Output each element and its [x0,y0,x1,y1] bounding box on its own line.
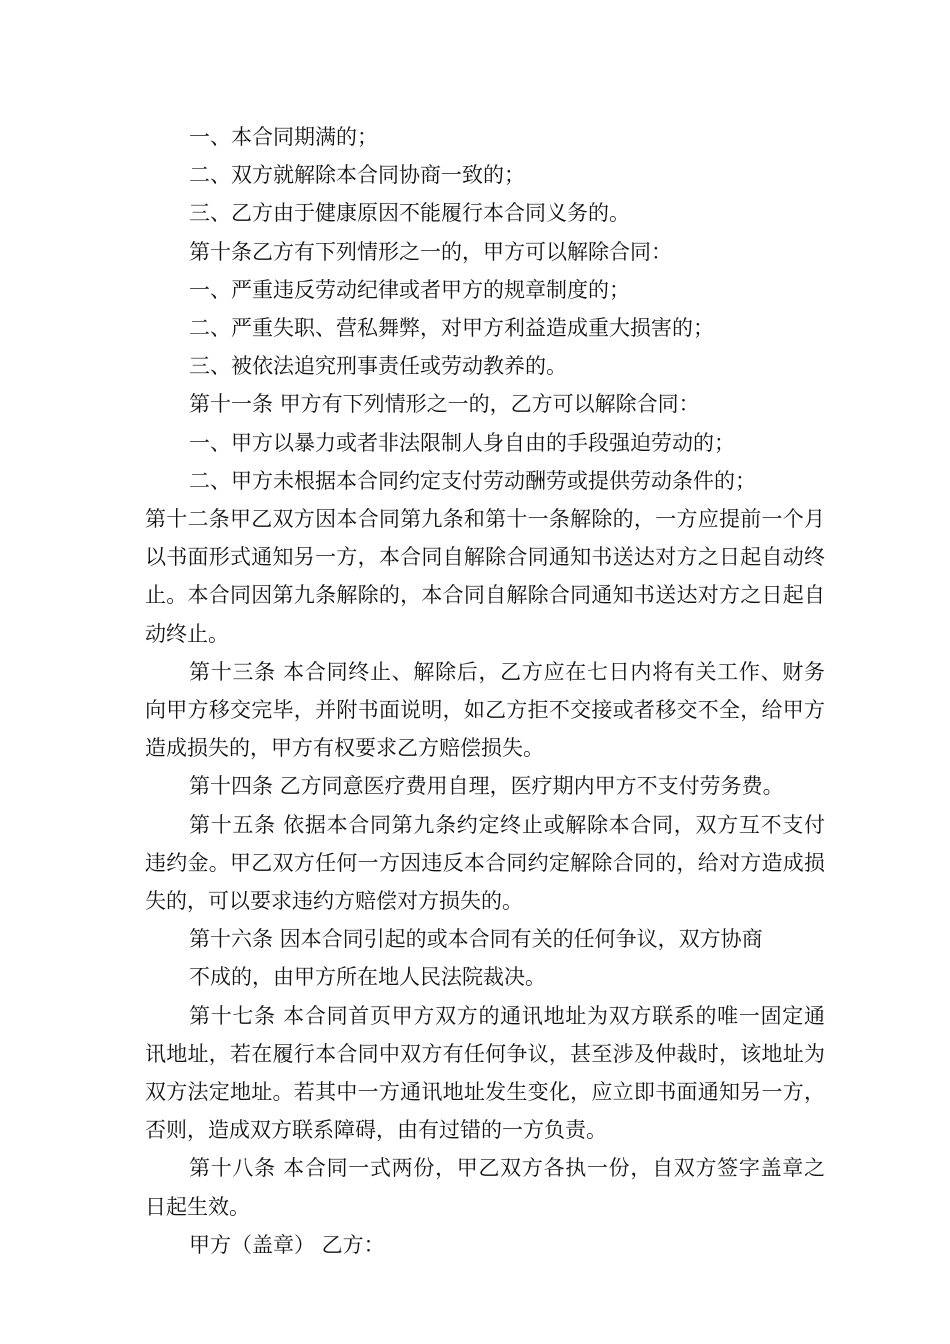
clause-item-1: 一、本合同期满的； [189,125,378,149]
signature-line: 甲方（盖章） 乙方： [189,1232,385,1257]
article-16-line-1: 第十六条 因本合同引起的或本合同有关的任何争议，双方协商 [189,927,763,952]
article-10-item-3: 三、被依法追究刑事责任或劳动教养的。 [189,354,567,379]
article-18: 第十八条 本合同一式两份，甲乙双方各执一份，自双方签字盖章之日起生效。 [145,1156,825,1219]
article-17: 第十七条 本合同首页甲方双方的通讯地址为双方联系的唯一固定通讯地址，若在履行本合同中双方有任何争议，甚至涉及仲裁时，该地址为双方法定地址。若其中一方通讯地址发生变化，应立即书面通知另一方，否则，造成双方联系障碍，由有过错的一方负责。 [145,1003,825,1143]
contract-body [145,118,825,1264]
article-13: 第十三条 本合同终止、解除后，乙方应在七日内将有关工作、财务向甲方移交完毕，并附书面说明，如乙方拒不交接或者移交不全，给甲方造成损失的，甲方有权要求乙方赔偿损失。 [145,659,825,761]
article-11-item-1: 一、甲方以暴力或者非法限制人身自由的手段强迫劳动的； [189,430,735,455]
article-11-item-2: 二、甲方未根据本合同约定支付劳动酬劳或提供劳动条件的； [189,468,756,493]
article-16-line-2: 不成的，由甲方所在地人民法院裁决。 [189,965,546,990]
article-11-heading: 第十一条 甲方有下列情形之一的，乙方可以解除合同： [189,392,700,417]
article-10-item-1: 一、严重违反劳动纪律或者甲方的规章制度的； [189,277,630,302]
article-14: 第十四条 乙方同意医疗费用自理，医疗期内甲方不支付劳务费。 [189,774,784,799]
article-10-heading: 第十条乙方有下列情形之一的，甲方可以解除合同： [189,239,672,264]
article-15: 第十五条 依据本合同第九条约定终止或解除本合同，双方互不支付违约金。甲乙双方任何一方因违反本合同约定解除合同的，给对方造成损失的，可以要求违约方赔偿对方损失的。 [145,812,825,914]
clause-item-3: 三、乙方由于健康原因不能履行本合同义务的。 [189,201,630,226]
clause-item-2: 二、双方就解除本合同协商一致的； [189,163,525,188]
article-10-item-2: 二、严重失职、营私舞弊，对甲方利益造成重大损害的； [189,316,714,341]
article-12: 第十二条甲乙双方因本合同第九条和第十一条解除的，一方应提前一个月以书面形式通知另一方，本合同自解除合同通知书送达对方之日起自动终止。本合同因第九条解除的，本合同自解除合同通知书送达对方之日起自动终止。 [145,507,825,646]
